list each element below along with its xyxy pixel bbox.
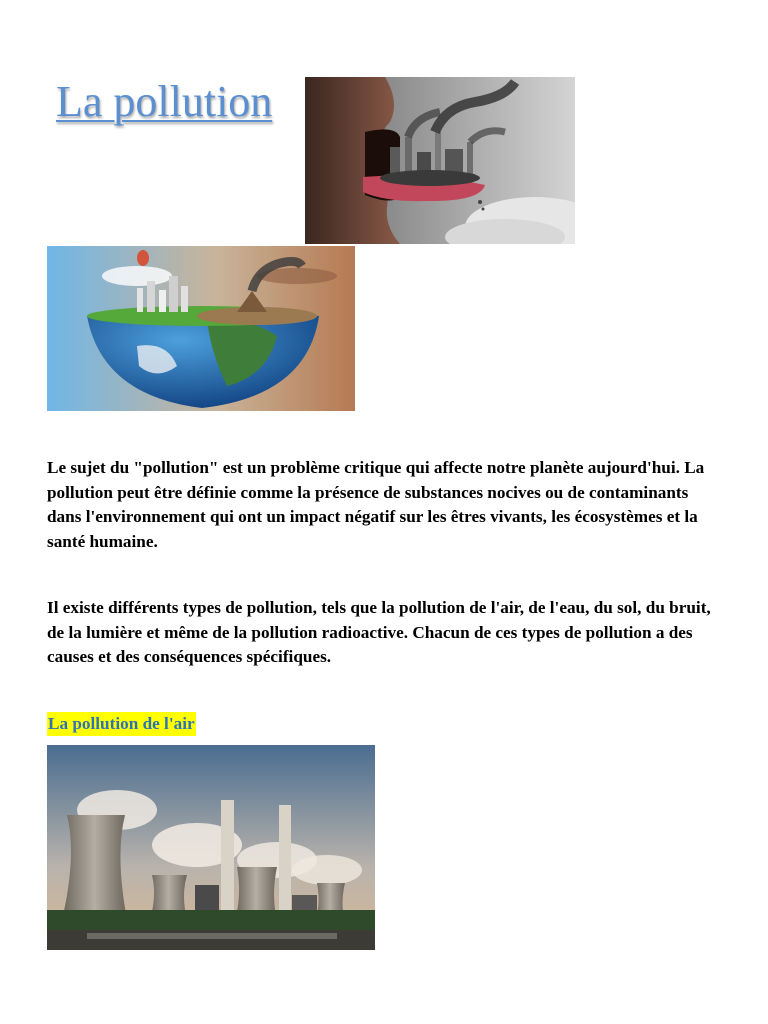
- split-earth-image: [47, 246, 355, 411]
- types-paragraph: Il existe différents types de pollution, tels que la pollution de l'air, de l'eau, du sol, du bruit, de la lumière et même de la pollution radioactive. Chacun de ces types de pollution a des causes et des conséquences spécifiques.: [47, 598, 711, 666]
- power-plant-image: [47, 745, 375, 950]
- section-heading-air-pollution: La pollution de l'air: [47, 712, 196, 736]
- pollution-mouth-image: [305, 77, 575, 244]
- page-title: La pollution: [56, 77, 273, 126]
- intro-paragraph: Le sujet du "pollution" est un problème critique qui affecte notre planète aujourd'hui. La pollution peut être définie comme la présence de substances nocives ou de contaminants dans l'environnement qui ont un impact négatif sur les êtres vivants, les écosystèmes et la santé humaine.: [47, 458, 705, 551]
